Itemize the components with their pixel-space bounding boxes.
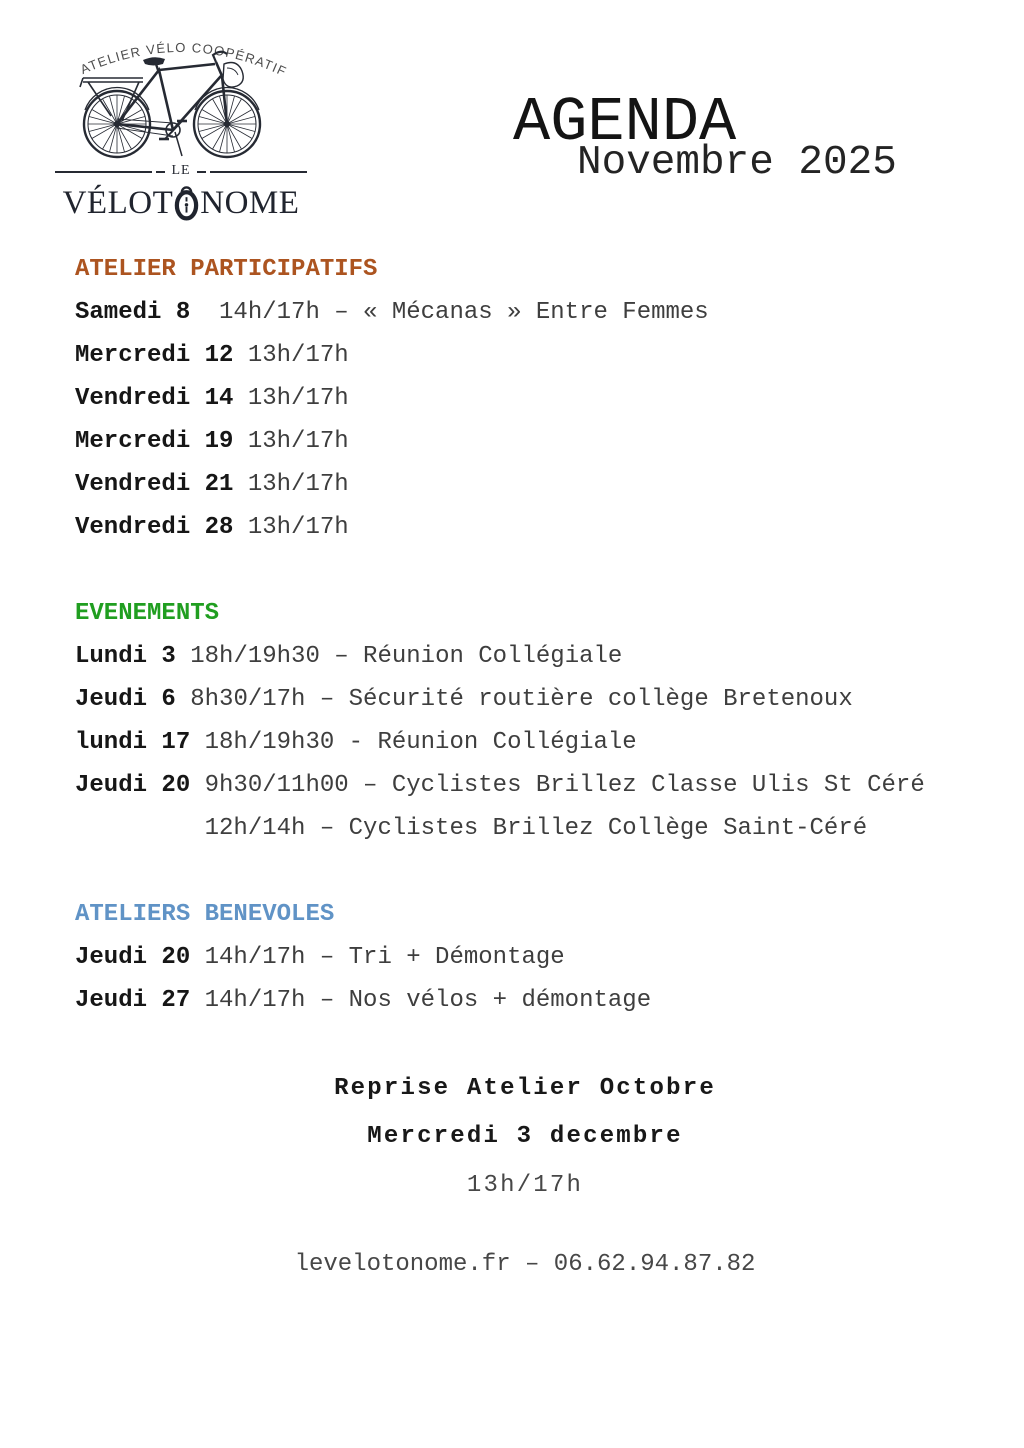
contact-line: levelotonome.fr – 06.62.94.87.82 (294, 1251, 756, 1278)
agenda-line (75, 334, 975, 377)
day-label: lundi 17 (75, 729, 191, 756)
day-label: Jeudi 20 (75, 944, 191, 971)
velotonome-logo (55, 24, 307, 224)
divider-dash-right (197, 171, 206, 173)
section-spacer (75, 850, 975, 893)
day-label: Samedi 8 (75, 299, 191, 326)
section-atelier-participatifs (75, 248, 975, 549)
agenda-line (75, 979, 975, 1022)
line-detail: 8h30/17h – Sécurité routière collège Bretenoux (175, 686, 853, 713)
line-detail: 13h/17h (233, 471, 349, 498)
day-label: Jeudi 27 (75, 987, 191, 1014)
agenda-line (75, 291, 975, 334)
logo-arc-text: ATELIER VÉLO COOPÉRATIF (77, 39, 290, 80)
agenda-line (75, 377, 975, 420)
line-detail: 14h/17h – Tri + Démontage (190, 944, 565, 971)
agenda-line (75, 764, 975, 807)
divider-dash-left (156, 171, 165, 173)
line-detail: 18h/19h30 - Réunion Collégiale (190, 729, 637, 756)
line-detail: 14h/17h – Nos vélos + démontage (190, 987, 652, 1014)
section-spacer (75, 1022, 975, 1065)
bicycle-illustration (55, 24, 307, 164)
line-detail: 13h/17h (233, 514, 349, 541)
day-label: Mercredi 19 (75, 428, 234, 455)
line-detail: 13h/17h (233, 385, 349, 412)
logo-le-label: LE (171, 163, 191, 178)
page-subtitle: Novembre 2025 (577, 140, 897, 186)
padlock-icon (174, 182, 199, 221)
day-label: Jeudi 20 (75, 772, 191, 799)
closing-line-1: Reprise Atelier Octobre (334, 1075, 716, 1102)
section-heading: EVENEMENTS (75, 600, 220, 627)
logo-wordmark (55, 182, 307, 224)
day-label: Jeudi 6 (75, 686, 176, 713)
line-detail: 13h/17h (233, 342, 349, 369)
closing-time: 13h/17h (466, 1172, 584, 1199)
section-ateliers-benevoles (75, 893, 975, 1022)
section-heading: ATELIER PARTICIPATIFS (75, 256, 378, 283)
agenda-line (75, 635, 975, 678)
line-detail: 13h/17h (233, 428, 349, 455)
agenda-line (75, 678, 975, 721)
day-label: Vendredi 14 (75, 385, 234, 412)
line-detail: 14h/17h – « Mécanas » Entre Femmes (190, 299, 709, 326)
agenda-line-continuation (75, 807, 975, 850)
logo-divider (55, 164, 307, 180)
day-label: Vendredi 21 (75, 471, 234, 498)
agenda-line (75, 721, 975, 764)
divider-rule-right (210, 171, 307, 173)
agenda-line (75, 506, 975, 549)
section-heading: ATELIERS BENEVOLES (75, 901, 335, 928)
day-label: Lundi 3 (75, 643, 176, 670)
line-detail: 18h/19h30 – Réunion Collégiale (175, 643, 623, 670)
closing-block (75, 1065, 975, 1211)
agenda-content (75, 248, 975, 1278)
line-detail: 9h30/11h00 – Cyclistes Brillez Classe Ulis St Céré (190, 772, 925, 799)
section-spacer (75, 549, 975, 592)
day-label: Mercredi 12 (75, 342, 234, 369)
divider-rule-left (55, 171, 152, 173)
page-title: AGENDA (513, 86, 737, 158)
section-evenements (75, 592, 975, 850)
agenda-line (75, 936, 975, 979)
agenda-line (75, 420, 975, 463)
day-label: Vendredi 28 (75, 514, 234, 541)
closing-line-2: Mercredi 3 decembre (367, 1123, 683, 1150)
line-detail: 12h/14h – Cyclistes Brillez Collège Saint-Céré (75, 815, 868, 842)
wordmark-right: NOME (200, 184, 300, 221)
agenda-line (75, 463, 975, 506)
wordmark-left: VÉLOT (62, 184, 174, 221)
